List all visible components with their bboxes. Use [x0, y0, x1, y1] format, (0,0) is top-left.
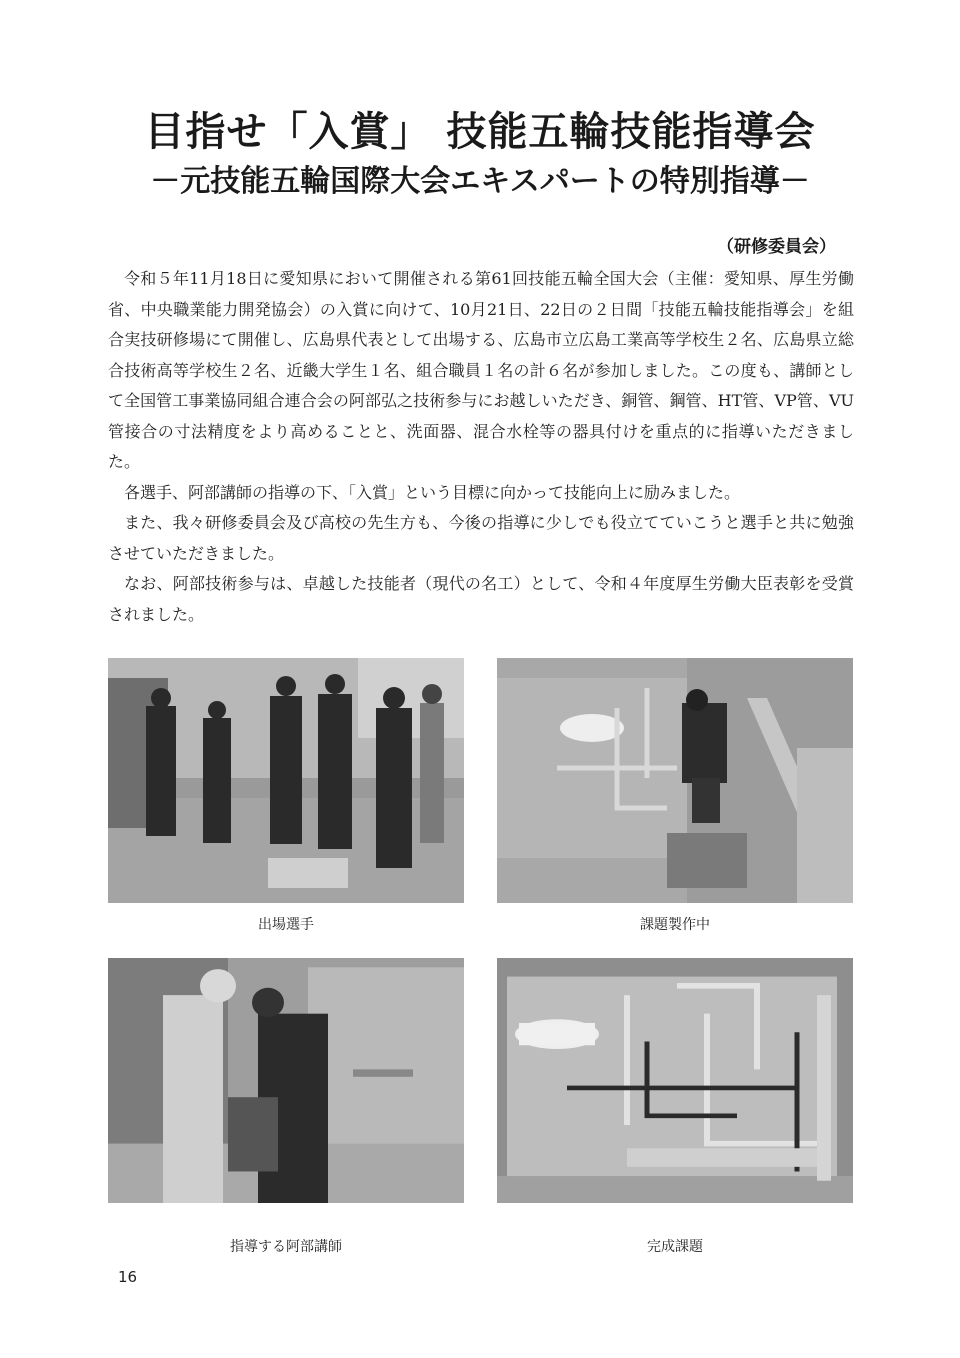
article-author: （研修委員会）	[717, 237, 836, 257]
photo-caption: 出場選手	[258, 917, 314, 933]
photo-caption: 指導する阿部講師	[230, 1239, 342, 1255]
photo-caption: 完成課題	[647, 1239, 703, 1255]
paragraph: また、我々研修委員会及び高校の先生方も、今後の指導に少しでも役立てていこうと選手と共に勉強させていただきました。	[108, 513, 854, 563]
photo-working	[497, 658, 853, 903]
photo-completed-image	[497, 958, 853, 1203]
paragraph: なお、阿部技術参与は、卓越した技能者（現代の名工）として、令和４年度厚生労働大臣表彰を受賞されました。	[108, 574, 854, 624]
photo-working-image	[497, 658, 853, 903]
photo-caption: 課題製作中	[640, 917, 710, 933]
page-number: 16	[118, 1268, 138, 1286]
photo-instructor-image	[108, 958, 464, 1203]
photo-contestants	[108, 658, 464, 903]
article-subtitle: －元技能五輪国際大会エキスパートの特別指導－	[150, 164, 810, 199]
paragraph: 各選手、阿部講師の指導の下、「入賞」という目標に向かって技能向上に励みました。	[124, 482, 741, 502]
article-body	[108, 264, 854, 630]
photo-instructor	[108, 958, 464, 1203]
paragraph: 令和５年11月18日に愛知県において開催される第61回技能五輪全国大会（主催：愛知県、厚生労働省、中央職業能力開発協会）の入賞に向けて、10月21日、22日の２日間「技能五輪技能指導会」を組合実技研修場にて開催し、広島県代表として出場する、広島市立広島工業高等学校生２名、広島県立総合技術高等学校生２名、近畿大学生１名、組合職員１名の計６名が参加しました。この度も、講師として全国管工事業協同組合連合会の阿部弘之技術参与にお越しいただき、銅管、鋼管、HT管、VP管、VU管接合の寸法精度をより高めることと、洗面器、混合水栓等の器具付けを重点的に指導いただきました。	[108, 269, 854, 471]
article-title: 目指せ「入賞」 技能五輪技能指導会	[144, 109, 816, 155]
photo-contestants-image	[108, 658, 464, 903]
photo-completed	[497, 958, 853, 1203]
